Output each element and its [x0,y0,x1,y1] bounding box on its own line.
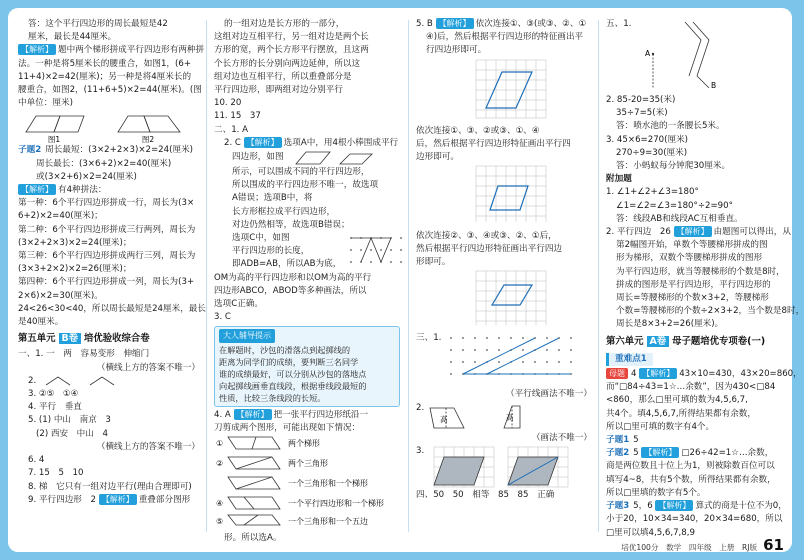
analysis-tag: 【解析】 [234,409,272,420]
answer-line: 5. (1) 中山 南京 3 [28,415,111,426]
text-line: OM为高的平行四边形和以OM为高的平行 [214,272,372,283]
trapezoid-shape [144,116,180,132]
grid-parallelogram-1 [416,58,592,120]
text-line: 6+2)×2=40(厘米)； [18,211,103,222]
text-line: 这组对边互相平行，另一组对边是两个长 [214,32,369,43]
answer-page [8,8,804,554]
text-line: 对边仍然相等，故选项B错误； [232,219,350,230]
tip-line: 向起掷线画垂直线段，根据垂线段最短的 [219,380,367,391]
answer-line: 6. 4 [28,455,45,466]
unit-title: 培优验收综合卷 [84,333,150,345]
tip-line: 距离为同学们的成绩，要判断三名同学 [219,356,359,367]
option-number: ⑤ [216,517,224,527]
stick-parallelograms [288,150,384,166]
tip-line: 在解题时，沙包的滑落点到起掷线的 [219,344,351,355]
option-caption: 两个三角形 [288,459,328,469]
footer-text: 培优100分 数学 四年级 上册 RJ版 [621,543,758,552]
unit-title: 母子题培优专项卷(一) [672,335,766,347]
text-line: 平行四边形的长度， [232,246,310,257]
answer-line: 3. [416,445,425,456]
answer-value: 5，6 [633,501,653,512]
answer-line: 三、1. [416,333,442,344]
text-line: 后，然后根据平行四边形特征画出平行四 [416,139,571,150]
answer-line: 35÷7=5(米) [616,108,668,119]
answer-line: 8. 梯 它只有一组对边平行(理由合理即可) [28,481,192,492]
text-line: 重叠部分图形 [138,494,191,505]
point-label-b: B [711,81,717,90]
figure-caption: 图1 [47,135,61,145]
page-number: 61 [763,536,784,554]
answer-line: 一、1. 一 两 容易变形 伸缩门 [18,349,150,360]
tip-line: 性质，比较三条线段的长短。 [219,392,326,403]
answer-line: 4. 平行 垂直 [28,402,82,413]
answer-line: 2. [416,402,425,413]
text-line: 把一张平行四边形纸沿一 [273,409,369,420]
answer-line: 答：小蚂蚁每分钟爬30厘米。 [616,161,731,172]
text-line: 行四边形即可。 [426,45,487,56]
text-line: 24<26<30<40，所以周长最短是24厘米，最长 [18,303,206,314]
text-line: 周长=等腰梯形的个数×3+2，等腰梯形 [616,293,769,304]
analysis-tag: 【解析】 [641,447,679,458]
answer-line: 3. ②⑤ ①④ [28,389,79,400]
tutor-tip-box [214,326,400,406]
trapezoid-shape [54,116,84,132]
text-line: <860，那么□里可填的数为4,5,6,7, [606,395,748,406]
text-line: 长方形框拉成平行四边形， [232,206,336,217]
text-line: 所以围成的平行四边形不唯一，故选项 [232,180,379,191]
text-line: 或(3×2+6)×2=24(厘米) [36,171,137,182]
note-line: （横线上方的答案不唯一） [96,362,200,373]
text-line: 形。所以选A。 [224,533,282,544]
cut-cases-figure [214,435,400,527]
text-line: 的一组对边是长方形的一部分， [224,19,345,29]
figure-caption: 图2 [141,135,155,145]
text-line: 题中两个梯形拼成平行四边形有两种拼 [58,45,205,56]
answer-value: 4 [631,369,637,380]
column-3 [416,18,592,502]
grid-parallelogram-2 [416,164,592,224]
answer-line: 4. A [214,409,231,420]
answer-value: 5 [633,448,639,459]
answer-line: 二、1. A [214,124,248,135]
analysis-tag: 【解析】 [99,494,137,505]
answer-line: 11. 15 37 [214,111,261,122]
text-line: 选项A中，用4根小棒围成平行 [283,137,399,148]
text-line: 即ADB=AB，所以AB为底， [232,259,342,270]
text-line: 第三种：6个平行四边形拼成两行三列，周长为 [18,251,196,262]
text-line: 算式的商是十位不为0， [695,501,787,512]
answer-line: (2) 西安 中山 4 [36,428,108,439]
option-number: ① [216,439,224,449]
note-line: （横线上方的答案不唯一） [96,441,200,452]
unit-label: 第六单元 [606,335,644,347]
text-line: 刀剪成两个图形，可能出现如下情况： [214,422,361,433]
height-label: 高 [506,412,514,422]
text-line: 第一种：6个平行四边形拼成一行，周长为(3× [18,198,195,209]
column-1 [18,18,206,507]
trapezoid-figures [18,110,200,144]
key-point-banner: 重难点1 [606,353,653,366]
grid-shaded-figures [424,445,574,489]
option-caption: 一个三角形和一个梯形 [288,479,368,489]
text-line: ④)后，然后根据平行四边形的特征画出平 [426,32,584,43]
text-line: 而“□84÷43=1☆…余数”，因为430<□84 [606,382,776,393]
text-line: 所示，可以围成不同的平行四边形， [232,167,370,178]
analysis-tag: 【解析】 [655,500,693,511]
tip-line: 谁的成绩最好，可以分别从沙包的落地点 [219,368,367,379]
grid-parallelogram-3 [416,269,592,327]
text-line: 第二种：6个平行四边形拼成三行两列，周长为 [18,224,196,235]
option-number: ② [216,459,224,469]
mother-question-tag: 母题 [606,368,628,379]
answer-line: 7. 15 5 10 [28,468,84,479]
text-line: 11+4)×2=42(厘米)；另一种是将4厘米长的 [18,71,192,82]
analysis-tag: 【解析】 [674,226,712,237]
text-line: 个数=等腰梯形的个数÷2×3+2，当个数是8时， [616,306,804,317]
text-line: □26÷42=1☆…余数， [681,448,774,459]
text-line: 商是两位数且十位上为1，则被除数百位可以 [606,461,775,472]
dot-grid-parallel [441,332,591,388]
answer-value: 5 [633,435,639,446]
analysis-tag: 【解析】 [18,184,56,195]
text-line: 形为梯形，双数个等腰梯形拼成的图形 [616,253,763,264]
paper-label: B卷 [59,333,82,344]
answer-line: ∠1=∠2=∠3=180°÷2=90° [616,200,733,211]
answer-line: 四、50 50 相等 85 85 正确 [416,489,555,500]
note-line: （平行线画法不唯一） [506,389,592,400]
text-line: 四边形ABCO，ABOD等多种画法，所以 [214,285,367,296]
text-line: 平行四边形，即两组对边分别平行 [214,85,343,96]
text-line: 周长最短：(3×2+2×3)×2=24(厘米) [45,145,194,156]
text-line: 第2幅图开始，单数个等腰梯形拼成的图 [616,240,768,251]
analysis-tag: 【解析】 [639,368,677,379]
text-line: 依次连接②、③、④或③、②、①后， [416,230,557,241]
subquestion-label: 子题2 [606,448,630,459]
text-line: 小于20，10×34=340，20×34=680，所以 [606,514,783,525]
answer-line: 答：喷水池的一条腰长5米。 [616,121,725,132]
text-line: 然后根据平行四边形特征画出平行四边 [416,243,563,254]
answer-line: 2. 平行四边 26 [606,227,671,238]
column-divider [408,20,409,532]
text-line: 拼成的图形是平行四边形，平行四边形的 [616,279,771,290]
analysis-tag: 【解析】 [244,137,282,148]
tip-heading: 大人辅导提示 [219,329,275,342]
answer-line: 3. 45×6=270(厘米) [606,134,689,145]
text-line: 所以□里可填的数字有4个。 [606,421,715,432]
option-caption: 两个梯形 [288,439,320,449]
answer-line: 五、1. [606,19,632,29]
option-caption: 一个三角形和一个五边 [288,517,368,527]
text-line: (3×3+2×2)×2=26(厘米)； [18,264,132,275]
answer-line: 2. C [224,137,241,148]
text-line: 四边形，如图 [232,152,284,163]
column-4 [606,18,804,540]
text-line: 选项C正确。 [214,299,263,310]
answer-line: 270÷9=30(厘米) [616,147,688,158]
option-caption: 一个平行四边形和一个梯形 [288,499,384,509]
analysis-tag: 【解析】 [18,44,56,55]
answer-line: 2. 85-20=35(米) [606,95,676,105]
text-line: 由题图可以得出，从 [713,227,791,238]
text-line: 选项C中，如图 [232,233,290,244]
hook-figure [40,375,130,387]
text-line: 方形的宽，两个长方形平行摆放，且这两 [214,45,369,56]
unit-heading [606,335,784,348]
text-line: 共4个。填4,5,6,7,所得结果都有余数， [606,408,756,419]
text-line: 形即可。 [416,257,451,268]
text-line: 周长是8×3+2=26(厘米)。 [616,319,724,330]
note-line: （画法不唯一） [531,432,592,443]
subquestion-label: 子题3 [606,501,630,512]
height-label: 高 [440,414,448,424]
text-line: 所以□里填的数字有5个。 [606,487,706,498]
text-line: 依次连接①、③(或③、②、① [475,19,587,29]
column-divider [206,20,207,532]
bonus-heading: 附加题 [606,174,632,185]
unit-label: 第五单元 [18,333,56,345]
answer-line: 5. B [416,19,433,29]
text-line: 组对边也互相平行，所以重叠部分是 [214,71,352,82]
text-line: 个长方形的长分别向两边延伸，所以这 [214,58,361,69]
column-divider [598,20,599,532]
paper-label: A卷 [647,336,670,347]
height-figures [424,402,574,432]
text-line: (3×2+2×3)×2=24(厘米)； [18,237,132,248]
point-label-a: A [645,49,651,58]
answer-line: 10. 20 [214,98,242,109]
subquestion-label: 子题1 [606,435,630,446]
page-footer [568,536,784,554]
answer-line: 9. 平行四边形 2 [28,494,96,505]
answer-line: 2. [28,375,37,386]
text-line: 第四种：6个平行四边形拼成一列，周长为(3+ [18,277,195,288]
text-line: 依次连接①、③、②或③、①、④ [416,125,540,136]
text-line: 为平行四边形，就当等腰梯形的个数是8时， [616,266,785,277]
text-line: □里可以填4,5,6,7,8,9 [606,527,695,538]
dot-grid-figure [345,232,415,270]
text-line: 边形即可。 [416,152,459,163]
text-line: 有4种拼法： [58,185,107,196]
answer-line: 3. C [214,312,231,323]
option-number: ④ [216,499,224,509]
text-line: 中单位：厘米) [18,98,73,109]
text-line: 填写4~8，共有5个数，所得结果都有余数， [606,474,776,485]
path-figure [631,18,761,94]
answer-line: 1. ∠1+∠2+∠3=180° [606,187,699,198]
analysis-tag: 【解析】 [436,18,474,29]
text-line: A错误；选项B中，将 [232,193,313,204]
subquestion-label: 子题2 [18,145,42,156]
text-line: 2×6)×2=30(厘米)。 [18,290,103,301]
column-2 [214,18,400,545]
text-line: 答：这个平行四边形的周长最短是42 [28,19,168,29]
text-line: 腰重合，如图2，(11+6+5)×2=44(厘米)。(图 [18,85,202,96]
unit-heading [18,332,200,345]
text-line: 周长最长：(3×6+2)×2=40(厘米) [36,158,172,169]
text-line: 厘米，最长是44厘米。 [28,32,117,43]
text-line: 43×10=430，43×20=860， [679,369,802,380]
text-line: 法。一种是将5厘米长的腰重合，如图1，(6+ [18,58,192,69]
answer-line: 答：线段AB和线段AC互相垂直。 [616,213,743,224]
text-line: 是40厘米。 [18,317,64,328]
